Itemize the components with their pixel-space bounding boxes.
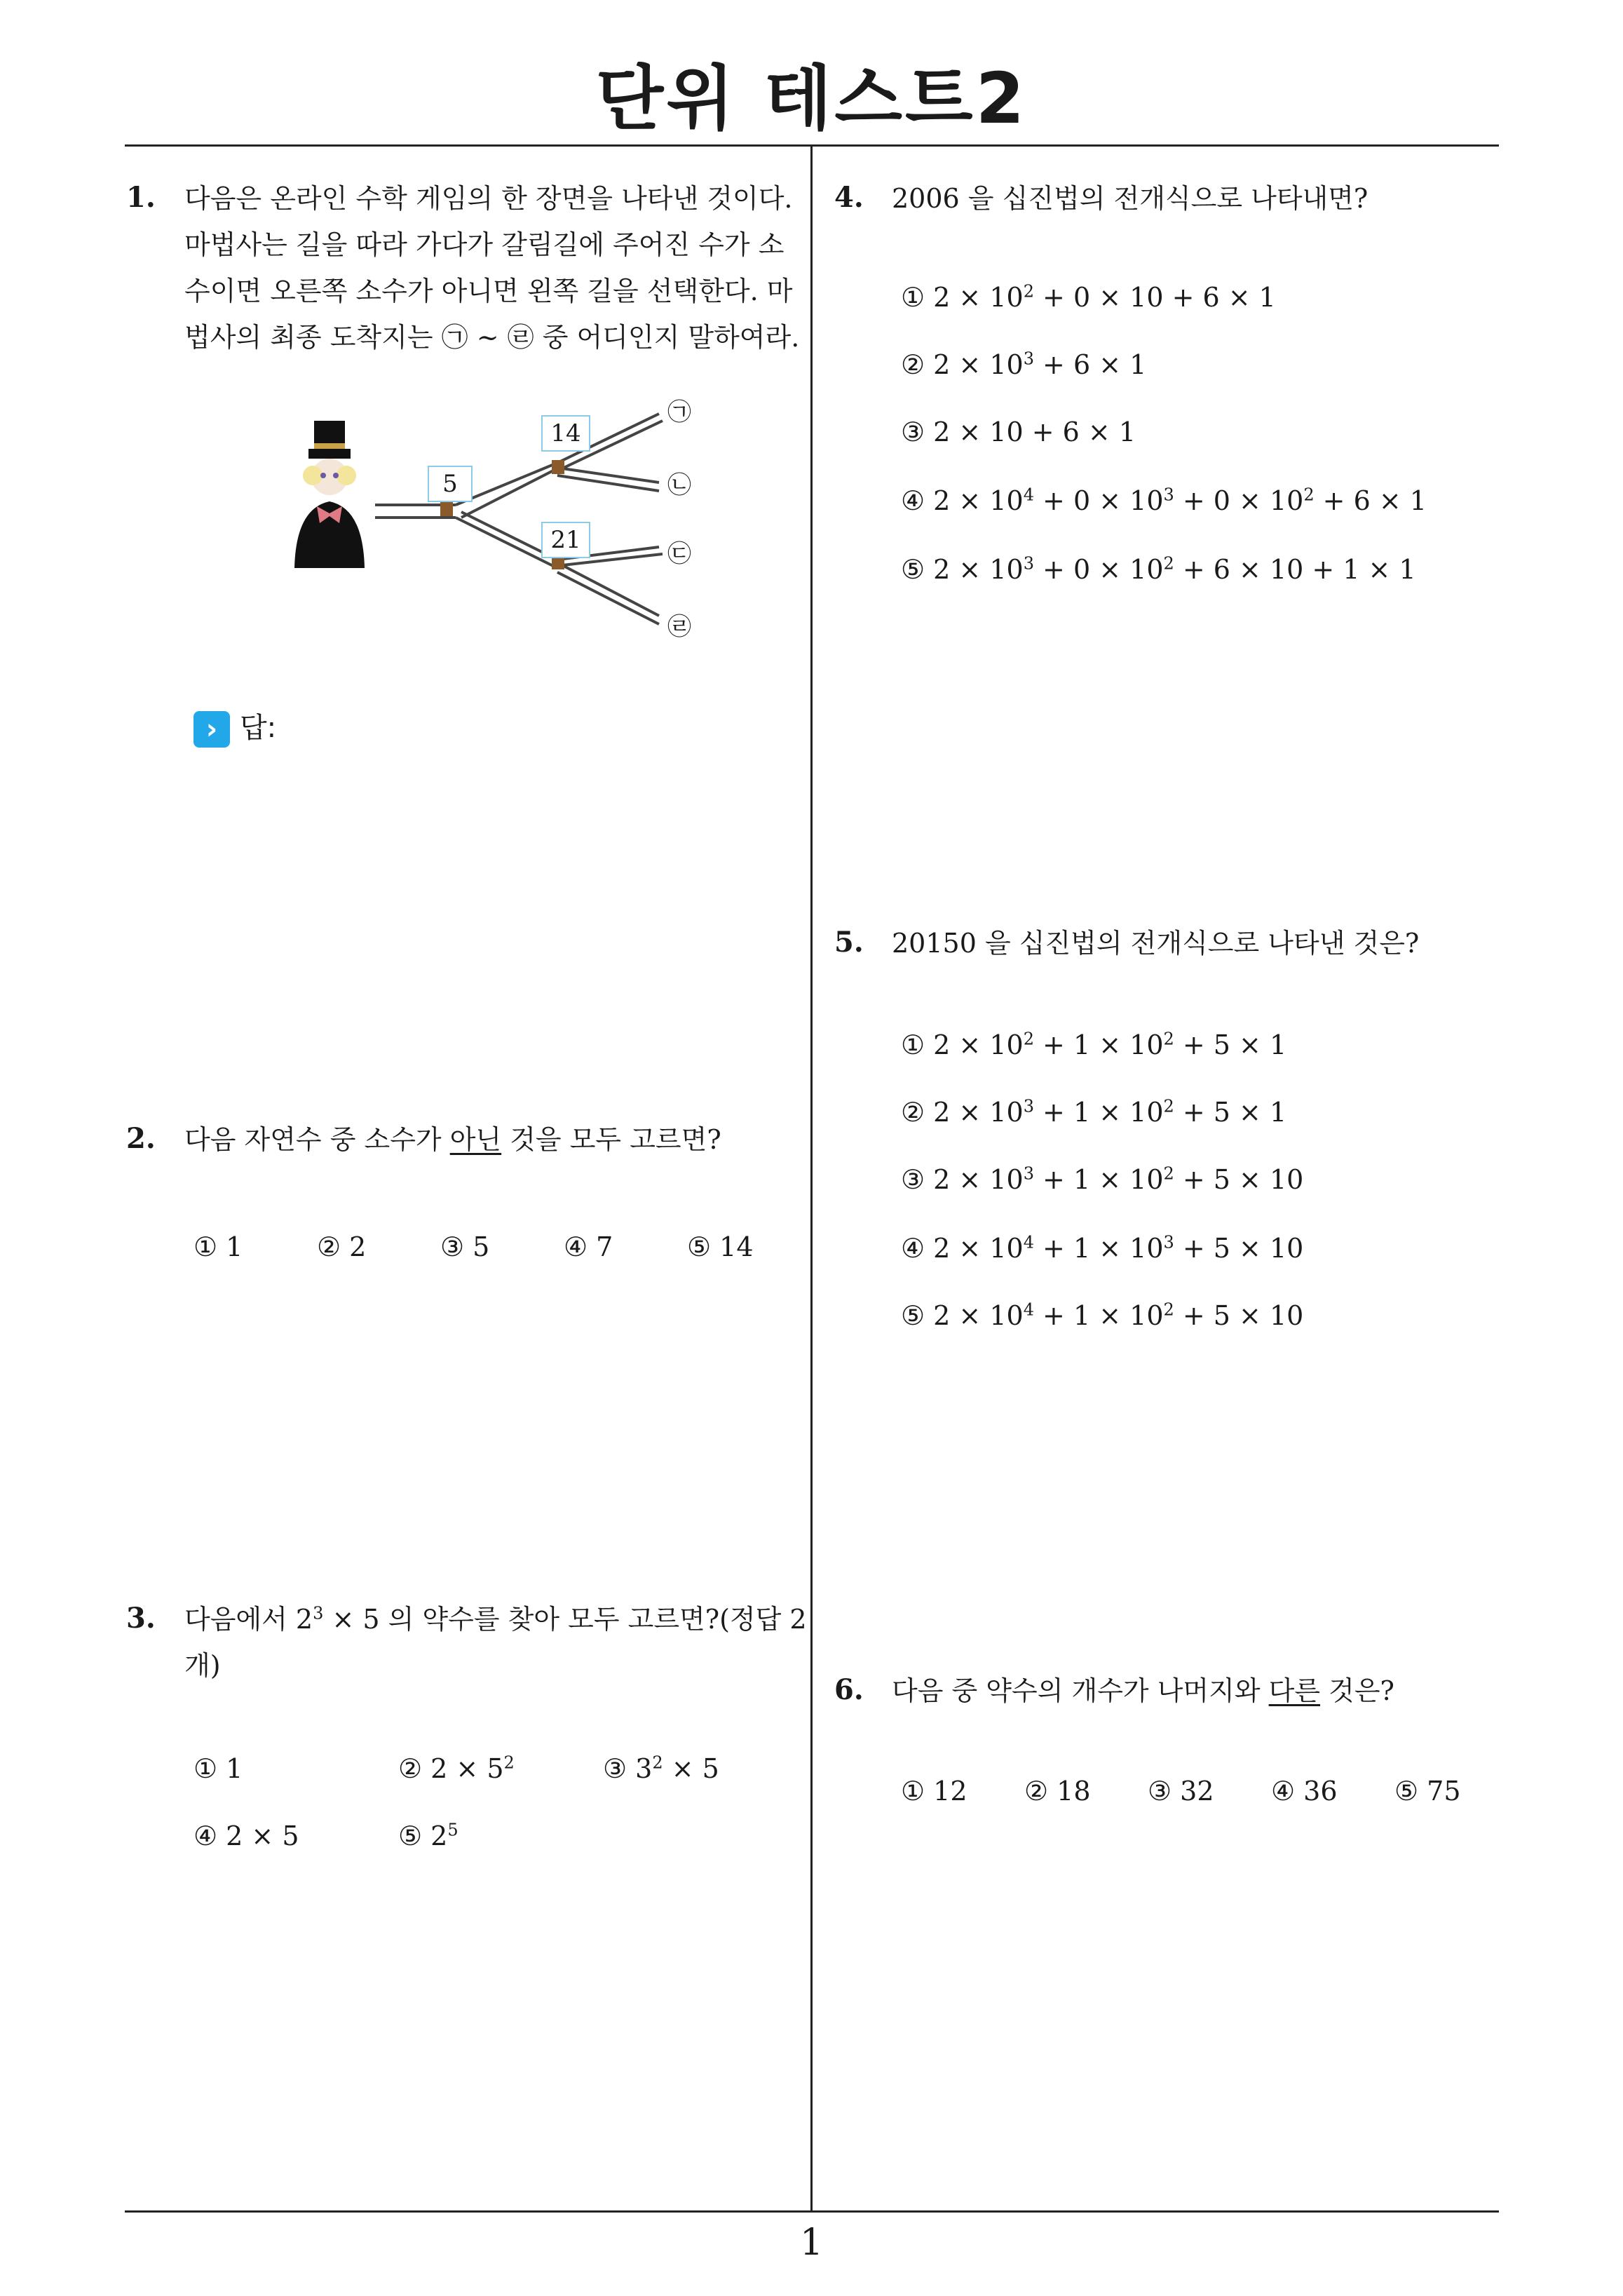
option-2[interactable]: ② $2 \times 10^3 + 6 \times 1$ [901,349,1147,380]
option-5[interactable]: ⑤ $2 \times 10^4 + 1 \times 10^2 + 5 \times 10$ [901,1299,1304,1331]
question-text-line: 다음은 온라인 수학 게임의 한 장면을 나타낸 것이다. [184,183,793,214]
question-text-line: 법사의 최종 도착지는 ㉠ ~ ㉣ 중 어디인지 말하여라. [184,322,800,353]
option-1[interactable]: ① 1 [193,1753,243,1784]
question-number: 5. [834,926,864,959]
question-text-line: 다음에서 $2^3 \times 5$ 의 약수를 찾아 모두 고르면?(정답 2 [184,1603,807,1635]
question-text: 다음 자연수 중 소수가 아닌 것을 모두 고르면? [184,1124,721,1155]
option-3[interactable]: ③ $3^2 \times 5$ [603,1753,719,1784]
option-5[interactable]: ⑤ 75 [1394,1776,1461,1807]
answer-area[interactable] [193,705,276,748]
option-3[interactable]: ③ 2 × 10 + 6 × 1 [901,417,1136,447]
question-text-line: 마법사는 길을 따라 가다가 갈림길에 주어진 수가 소 [184,229,785,260]
answer-label: 답: [240,712,277,744]
question-number: 6. [834,1673,864,1706]
option-4[interactable]: ④ 2 × 5 [193,1821,299,1851]
option-2[interactable]: ② 2 [317,1231,367,1262]
option-1[interactable]: ① $2 \times 10^2 + 1 \times 10^2 + 5 \times 1$ [901,1029,1287,1060]
option-2[interactable]: ② $2 \times 10^3 + 1 \times 10^2 + 5 \times 1$ [901,1096,1287,1128]
option-4[interactable]: ④ $2 \times 10^4 + 1 \times 10^3 + 5 \times 10$ [901,1232,1304,1264]
question-number: 1. [126,181,156,214]
option-5[interactable]: ⑤ 14 [687,1231,754,1262]
option-4[interactable]: ④ 36 [1271,1776,1338,1807]
underlined-word: 아닌 [449,1124,502,1155]
junction-number-box: 5 [428,466,473,502]
option-1[interactable]: ① 12 [901,1776,967,1807]
option-4[interactable]: ④ $2 \times 10^4 + 0 \times 10^3 + 0 \times 10^2 + 6 \times 1$ [901,485,1427,516]
option-1[interactable]: ① $2 \times 10^2 + 0 \times 10 + 6 \times 1$ [901,281,1276,313]
page-number: 1 [799,2222,824,2264]
question-text-line: 개) [184,1650,221,1681]
option-3[interactable]: ③ 32 [1148,1776,1214,1807]
option-3[interactable]: ③ 5 [440,1231,490,1262]
bottom-rule [125,2210,1499,2213]
option-5[interactable]: ⑤ $2 \times 10^3 + 0 \times 10^2 + 6 \times 10 + 1 \times 1$ [901,553,1416,585]
question-number: 2. [126,1122,156,1155]
question-number: 4. [834,181,864,214]
option-1[interactable]: ① 1 [193,1231,243,1262]
question-number: 3. [126,1602,156,1635]
question-text: 다음 중 약수의 개수가 나머지와 다른 것은? [892,1675,1394,1706]
chevron-right-icon: › [193,711,230,748]
option-4[interactable]: ④ 7 [564,1231,613,1262]
destination-label: ㉣ [667,613,691,641]
question-text: 2006 을 십진법의 전개식으로 나타내면? [892,183,1369,214]
page-title: 단위 테스트2 [595,58,1028,140]
option-2[interactable]: ② 18 [1024,1776,1091,1807]
option-3[interactable]: ③ $2 \times 10^3 + 1 \times 10^2 + 5 \times 10$ [901,1163,1304,1195]
destination-label: ㉠ [667,398,691,426]
destination-label: ㉢ [667,540,691,568]
destination-label: ㉡ [667,471,691,499]
option-5[interactable]: ⑤ $2^5$ [398,1820,459,1851]
question-text-line: 수이면 오른쪽 소수가 아니면 왼쪽 길을 선택한다. 마 [184,276,793,306]
column-divider [810,146,813,2211]
option-2[interactable]: ② $2 \times 5^2$ [398,1753,515,1784]
path-game-figure [280,379,715,645]
wizard-icon [294,421,365,568]
junction-number-box: 14 [541,415,590,452]
junction-number-box: 21 [541,522,590,558]
question-text: 20150 을 십진법의 전개식으로 나타낸 것은? [892,928,1420,959]
underlined-word: 다른 [1268,1675,1321,1706]
